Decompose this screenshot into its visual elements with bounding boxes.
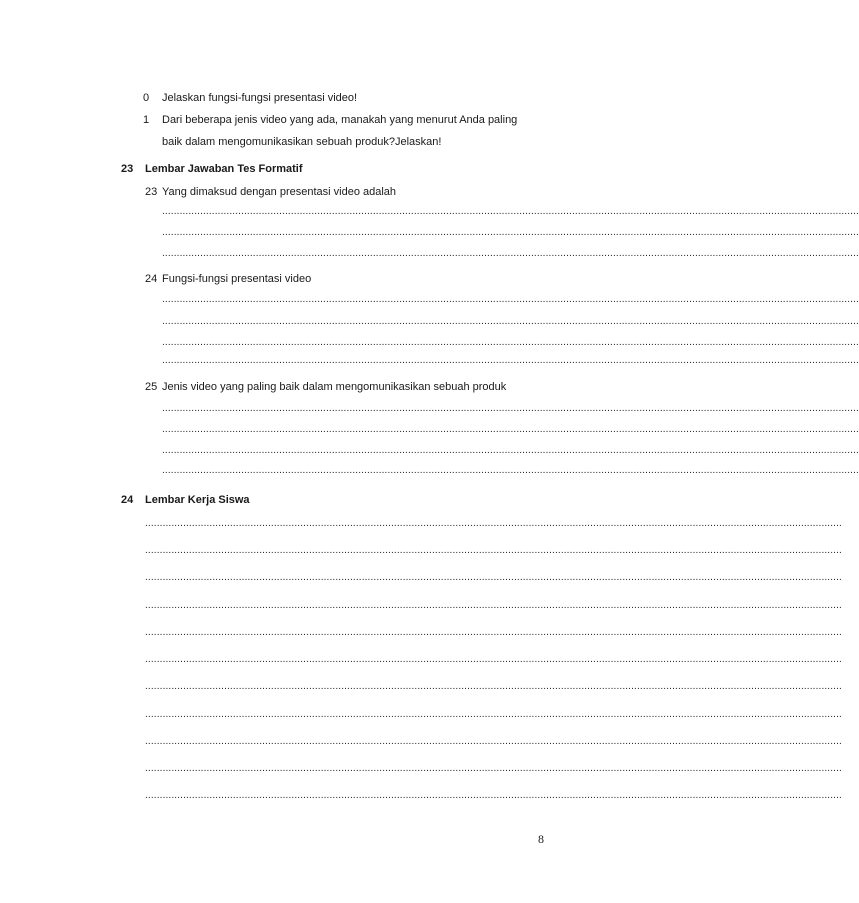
answer-line[interactable]: .............................................................................................................................................................................................................................................. (162, 294, 859, 305)
page-number: 8 (538, 832, 544, 846)
section-24-title: Lembar Kerja Siswa (145, 494, 250, 506)
answer-line[interactable]: .............................................................................................................................................................................................................................................. (162, 445, 859, 456)
answer-line[interactable]: .............................................................................................................................................................................................................................................. (162, 403, 859, 414)
answer-line[interactable]: .............................................................................................................................................................................................................................................. (162, 424, 859, 435)
question-1-text: Dari beberapa jenis video yang ada, manakah yang menurut Anda paling (162, 114, 518, 126)
worksheet-line[interactable]: .............................................................................................................................................................................................................................................. (145, 709, 842, 720)
question-1-number: 1 (143, 114, 150, 126)
question-0-number: 0 (143, 92, 150, 104)
answer-line[interactable]: .............................................................................................................................................................................................................................................. (162, 355, 859, 366)
worksheet-line[interactable]: .............................................................................................................................................................................................................................................. (145, 763, 842, 774)
section-23-number: 23 (121, 163, 134, 175)
answer-line[interactable]: .............................................................................................................................................................................................................................................. (162, 206, 859, 217)
answer-line[interactable]: .............................................................................................................................................................................................................................................. (162, 227, 859, 238)
worksheet-line[interactable]: .............................................................................................................................................................................................................................................. (145, 600, 842, 611)
question-0-text: Jelaskan fungsi-fungsi presentasi video! (162, 92, 358, 104)
worksheet-line[interactable]: .............................................................................................................................................................................................................................................. (145, 790, 842, 801)
worksheet-line[interactable]: .............................................................................................................................................................................................................................................. (145, 736, 842, 747)
item-23-number: 23 (145, 186, 158, 198)
worksheet-line[interactable]: .............................................................................................................................................................................................................................................. (145, 627, 842, 638)
worksheet-line[interactable]: .............................................................................................................................................................................................................................................. (145, 572, 842, 583)
question-1-text-continued: baik dalam mengomunikasikan sebuah produk?Jelaskan! (162, 136, 442, 148)
item-23-text: Yang dimaksud dengan presentasi video adalah (162, 186, 397, 198)
item-24-text: Fungsi-fungsi presentasi video (162, 273, 312, 285)
answer-line[interactable]: .............................................................................................................................................................................................................................................. (162, 337, 859, 348)
worksheet-line[interactable]: .............................................................................................................................................................................................................................................. (145, 681, 842, 692)
item-25-number: 25 (145, 381, 158, 393)
worksheet-line[interactable]: .............................................................................................................................................................................................................................................. (145, 654, 842, 665)
worksheet-line[interactable]: .............................................................................................................................................................................................................................................. (145, 518, 842, 529)
section-24-number: 24 (121, 494, 134, 506)
item-25-text: Jenis video yang paling baik dalam mengomunikasikan sebuah produk (162, 381, 507, 393)
section-23-title: Lembar Jawaban Tes Formatif (145, 163, 303, 175)
worksheet-line[interactable]: .............................................................................................................................................................................................................................................. (145, 545, 842, 556)
answer-line[interactable]: .............................................................................................................................................................................................................................................. (162, 248, 859, 259)
answer-line[interactable]: .............................................................................................................................................................................................................................................. (162, 465, 859, 476)
answer-line[interactable]: .............................................................................................................................................................................................................................................. (162, 316, 859, 327)
item-24-number: 24 (145, 273, 158, 285)
